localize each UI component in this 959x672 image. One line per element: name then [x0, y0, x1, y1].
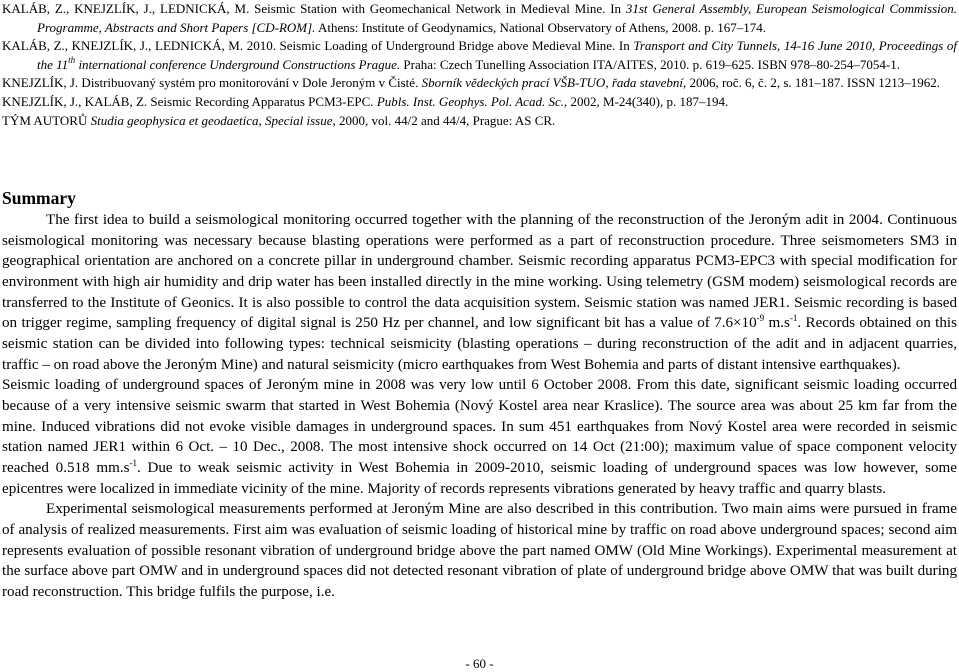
reference-details: , 2006, roč. 6, č. 2, s. 181–187. ISSN 1213–1962.: [682, 75, 941, 91]
summary-paragraph: [2, 375, 957, 499]
reference-source: Sborník vědeckých prací VŠB-TUO, řada stavební: [421, 75, 683, 91]
reference-details: 2000, vol. 44/2 and 44/4, Prague: AS CR.: [335, 112, 556, 128]
reference-text: KNEJZLÍK, J., KALÁB, Z. Seismic Recording Apparatus PCM3-EPC.: [2, 93, 377, 109]
superscript: -1: [789, 313, 798, 324]
reference-text: TÝM AUTORŮ: [2, 112, 91, 128]
reference-source: Transport and City Tunnels, 14-16 June 2010, Proceedings of the 11: [37, 38, 957, 72]
reference-details: Athens: Institute of Geodynamics, National Observatory of Athens, 2008. p. 167–174.: [315, 19, 767, 35]
page-number: - 60 -: [465, 656, 494, 671]
summary-body: [2, 210, 957, 602]
paragraph-text: . Due to weak seismic activity in West Bohemia in 2009-2010, seismic loading of underground spaces was low however, some epicentres were localized in immediate vicinity of the mine. Majority of records represents vibrations generated by heavy traffic and quarry blasts.: [2, 459, 957, 497]
summary-paragraph: Experimental seismological measurements performed at Jeroným Mine are also described in this contribution. Two main aims were pursued in frame of analysis of realized measurements. First aim was evaluation of seismic loading of historical mine by traffic on road above underground spaces; second aim represents evaluation of possible resonant vibration of underground bridge above the part named OMW (Old Mine Workings). Experimental measurement at the surface above part OMW and in underground spaces did not detected resonant vibration of plate of underground bridge above OMW that was built during road reconstruction. This bridge fulfils the purpose, i.e.: [2, 501, 957, 600]
reference-source: Studia geophysica et geodaetica, Special issue,: [90, 112, 336, 128]
reference-text: KALÁB, Z., KNEJZLÍK, J., LEDNICKÁ, M. Seismic Station with Geomechanical Network in Medieval Mine. In: [2, 1, 626, 16]
paragraph-text: . Records obtained on this seismic station can be divided into following types: technical seismicity (blasting operations – during reconstruction of the adit and in adjacent quarries, traffic – on road above the Jeroným Mine) and natural seismicity (micro earthquakes from West Bohemia and parts of distant intensive earthquakes).: [2, 315, 957, 373]
reference-item: [2, 0, 957, 37]
reference-details: Praha: Czech Tunelling Association ITA/AITES, 2010. p. 619–625. ISBN 978–80-254–7054-1.: [400, 56, 900, 72]
superscript: th: [68, 54, 76, 65]
reference-source: 31st General Assembly, European Seismological Commission. Programme, Abstracts and Short Papers [CD-ROM].: [37, 1, 957, 35]
reference-item: [2, 74, 957, 93]
paragraph-text: The first idea to build a seismological monitoring occurred together with the planning of the reconstruction of the Jeroným adit in 2004. Continuous seismological monitoring was necessary because blasting operations were performed as a part of reconstruction procedure. Three seismometers SM3 in geographical orientation are anchored on a concrete pillar in underground chamber. Seismic recording apparatus PCM3-EPC3 with special modification for environment with high air humidity and drip water has been installed directly in the mine working. Using telemetry (GSM modem) seismological records are transferred to the Institute of Geonics. It is also possible to control the data acquisition system. Seismic station was named JER1. Seismic recording is based on trigger regime, sampling frequency of digital signal is 250 Hz per channel, and low significant bit has a value of 7.6×10: [2, 212, 957, 332]
reference-details: , 2002, M-24(340), p. 187–194.: [563, 93, 729, 109]
reference-list: [2, 0, 957, 130]
paragraph-text: Seismic loading of underground spaces of Jeroným mine in 2008 was very low until 6 October 2008. From this date, significant seismic loading occurred because of a very intensive seismic swarm that started in West Bohemia (Nový Kostel area near Kraslice). The source area was about 25 km far from the mine. Induced vibrations did not evoke visible damages in underground spaces. In sum 451 earthquakes from Nový Kostel area were recorded in seismic station named JER1 within 6 Oct. – 10 Dec., 2008. The most intensive shock occurred on 14 Oct (21:00); maximum value of space component velocity reached 0.518 mm.s: [2, 377, 957, 476]
reference-item: [2, 37, 957, 74]
reference-source: Publs. Inst. Geophys. Pol. Acad. Sc.: [376, 93, 564, 109]
reference-text: KALÁB, Z., KNEJZLÍK, J., LEDNICKÁ, M. 2010. Seismic Loading of Underground Bridge above Medieval Mine. In: [2, 38, 634, 54]
reference-source: international conference Underground Constructions Prague.: [75, 56, 401, 72]
section-heading: Summary: [2, 188, 76, 208]
paragraph-text: m.s: [764, 315, 790, 332]
reference-item: [2, 93, 957, 112]
superscript: -9: [756, 313, 765, 324]
reference-item: [2, 112, 957, 131]
reference-text: KNEJZLÍK, J. Distribuovaný systém pro monitorování v Dole Jeroným v Čisté.: [2, 75, 422, 91]
superscript: -1: [129, 457, 137, 468]
summary-paragraph: [2, 210, 957, 375]
